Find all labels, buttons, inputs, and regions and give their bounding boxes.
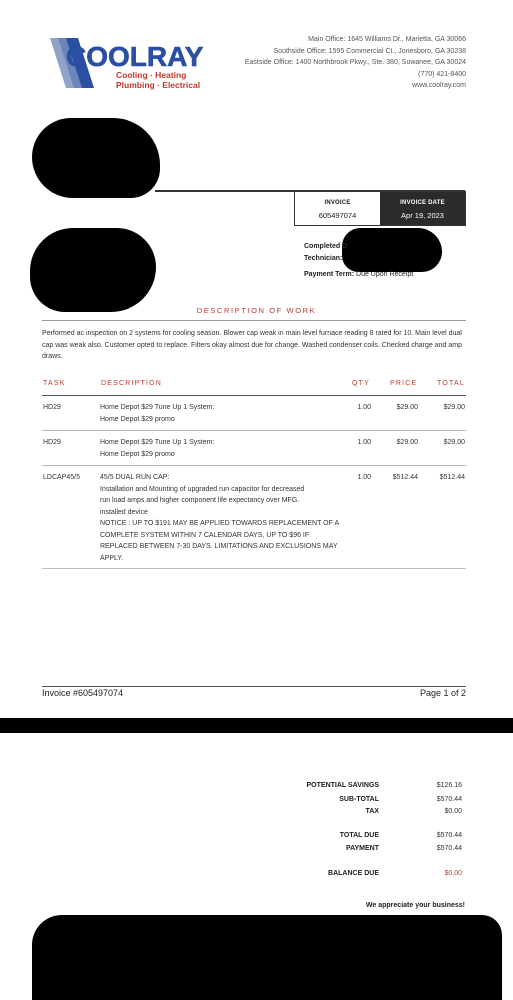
technician-label: Technician:: [304, 255, 343, 262]
row-description-line: 45/5 DUAL RUN CAP:: [100, 474, 170, 481]
table-header-rule: [42, 395, 466, 396]
potential-savings-value: $126.16: [436, 782, 462, 789]
th-description: DESCRIPTION: [101, 380, 163, 387]
row-description-line: installed device: [100, 508, 148, 516]
balance-due-label: BALANCE DUE: [328, 870, 379, 877]
row-task: HD29: [43, 439, 61, 446]
row-total: $512.44: [439, 474, 465, 481]
tax-value: $0.00: [444, 808, 462, 815]
invoice-box: [294, 191, 466, 226]
th-price: PRICE: [390, 380, 418, 387]
row-total: $29.00: [443, 404, 465, 411]
row-description: [100, 472, 350, 564]
section-divider: [42, 320, 466, 321]
payment-label: PAYMENT: [345, 845, 379, 852]
company-logo: [48, 36, 218, 92]
completed-label: Completed D: [304, 243, 348, 250]
row-qty: 1.00: [357, 404, 371, 411]
eastside-office: Eastside Office: 1400 Northbrook Pkwy., Ste. 380, Suwanee, GA 30024: [244, 59, 466, 66]
row-divider: [42, 465, 466, 466]
logo-wordmark: COOLRAY: [66, 41, 204, 72]
tax-label: TAX: [365, 808, 379, 815]
row-description-line: Home Depot $29 Tune Up 1 System:: [100, 404, 215, 411]
payment-term-line: [304, 271, 413, 278]
invoice-date: Apr 19, 2023: [401, 211, 444, 220]
main-office: Main Office: 1645 Williams Dr., Marietta, GA 30066: [308, 36, 466, 43]
logo-tagline-1: Cooling · Heating: [116, 70, 187, 80]
row-qty: 1.00: [357, 439, 371, 446]
payment-term-value: Due Upon Receipt: [356, 271, 414, 278]
company-phone: (770) 421-8400: [418, 70, 466, 78]
completed-date-line: [304, 243, 347, 250]
row-divider: [42, 430, 466, 431]
subtotal-value: $570.44: [436, 796, 462, 803]
total-due-value: $570.44: [436, 832, 462, 839]
total-due-label: TOTAL DUE: [339, 832, 379, 839]
invoice-number-cell: [295, 192, 380, 225]
invoice-label: INVOICE: [324, 200, 351, 206]
company-address-block: [245, 34, 466, 92]
row-qty: 1.00: [357, 474, 371, 481]
redaction-customer-name: [32, 118, 160, 198]
logo-tagline-2: Plumbing · Electrical: [116, 80, 201, 90]
invoice-date-label: INVOICE DATE: [400, 200, 445, 206]
thank-you-note: We appreciate your business!: [365, 902, 465, 909]
subtotal-label: SUB-TOTAL: [339, 796, 379, 803]
row-divider: [42, 568, 466, 569]
row-description: [100, 402, 340, 425]
footer-page-number: Page 1 of 2: [419, 688, 466, 698]
row-description-line: Installation and Mounting of upgraded run capacitor for decreased: [100, 485, 305, 493]
row-description-line: APPLY.: [100, 554, 124, 562]
row-description-line: REPLACED BETWEEN 7-30 DAYS. LIMITATIONS AND EXCLUSIONS MAY: [100, 543, 338, 550]
row-price: $29.00: [396, 404, 418, 411]
row-task: LDCAP45/5: [43, 474, 80, 481]
redaction-customer-address: [30, 228, 156, 312]
work-description: Performed ac inspection on 2 systems for cooling season. Blower cap weak in main level furnace reading 8 rated for 10. Main level dual cap was weak also. Customer opted to replace. Filters okay almost due for change. Washed condenser coils. Checked charge and amp draws.: [42, 330, 462, 360]
row-task: HD29: [43, 404, 61, 411]
row-description-line: run load amps and higher component life expectancy over MFG.: [100, 497, 300, 504]
th-total: TOTAL: [437, 380, 465, 387]
southside-office: Southside Office: 1595 Commercial Ct., Jonesboro, GA 30238: [273, 47, 466, 55]
row-description-line: Home Depot $29 Tune Up 1 System:: [100, 439, 215, 446]
th-qty: QTY: [352, 380, 370, 387]
row-description: [100, 437, 340, 460]
page-break: [0, 718, 513, 733]
row-price: $512.44: [392, 474, 418, 481]
redaction-bottom: [32, 915, 502, 1000]
redaction-technician: [342, 228, 442, 272]
th-task: TASK: [43, 380, 66, 387]
invoice-number: 605497074: [318, 211, 357, 220]
footer-invoice-ref: Invoice #605497074: [42, 688, 124, 698]
payment-value: $570.44: [436, 845, 462, 852]
row-total: $29.00: [443, 439, 465, 446]
invoice-date-cell: [380, 192, 465, 225]
description-of-work-title: DESCRIPTION OF WORK: [196, 306, 317, 315]
row-description-line: Home Depot $29 promo: [100, 415, 175, 423]
row-description-line: Home Depot $29 promo: [100, 450, 175, 458]
potential-savings-label: POTENTIAL SAVINGS: [306, 782, 379, 789]
technician-line: [304, 255, 342, 262]
row-price: $29.00: [396, 439, 418, 446]
page-footer-rule: [42, 686, 466, 687]
row-description-line: NOTICE : UP TO $191 MAY BE APPLIED TOWARDS REPLACEMENT OF A: [100, 520, 340, 527]
balance-due-value: $0.00: [444, 870, 462, 877]
company-website[interactable]: www.coolray.com: [412, 82, 466, 89]
row-description-line: COMPLETE SYSTEM WITHIN 7 CALENDAR DAYS, UP TO $96 IF: [100, 531, 310, 539]
payment-term-label: Payment Term:: [304, 271, 355, 278]
